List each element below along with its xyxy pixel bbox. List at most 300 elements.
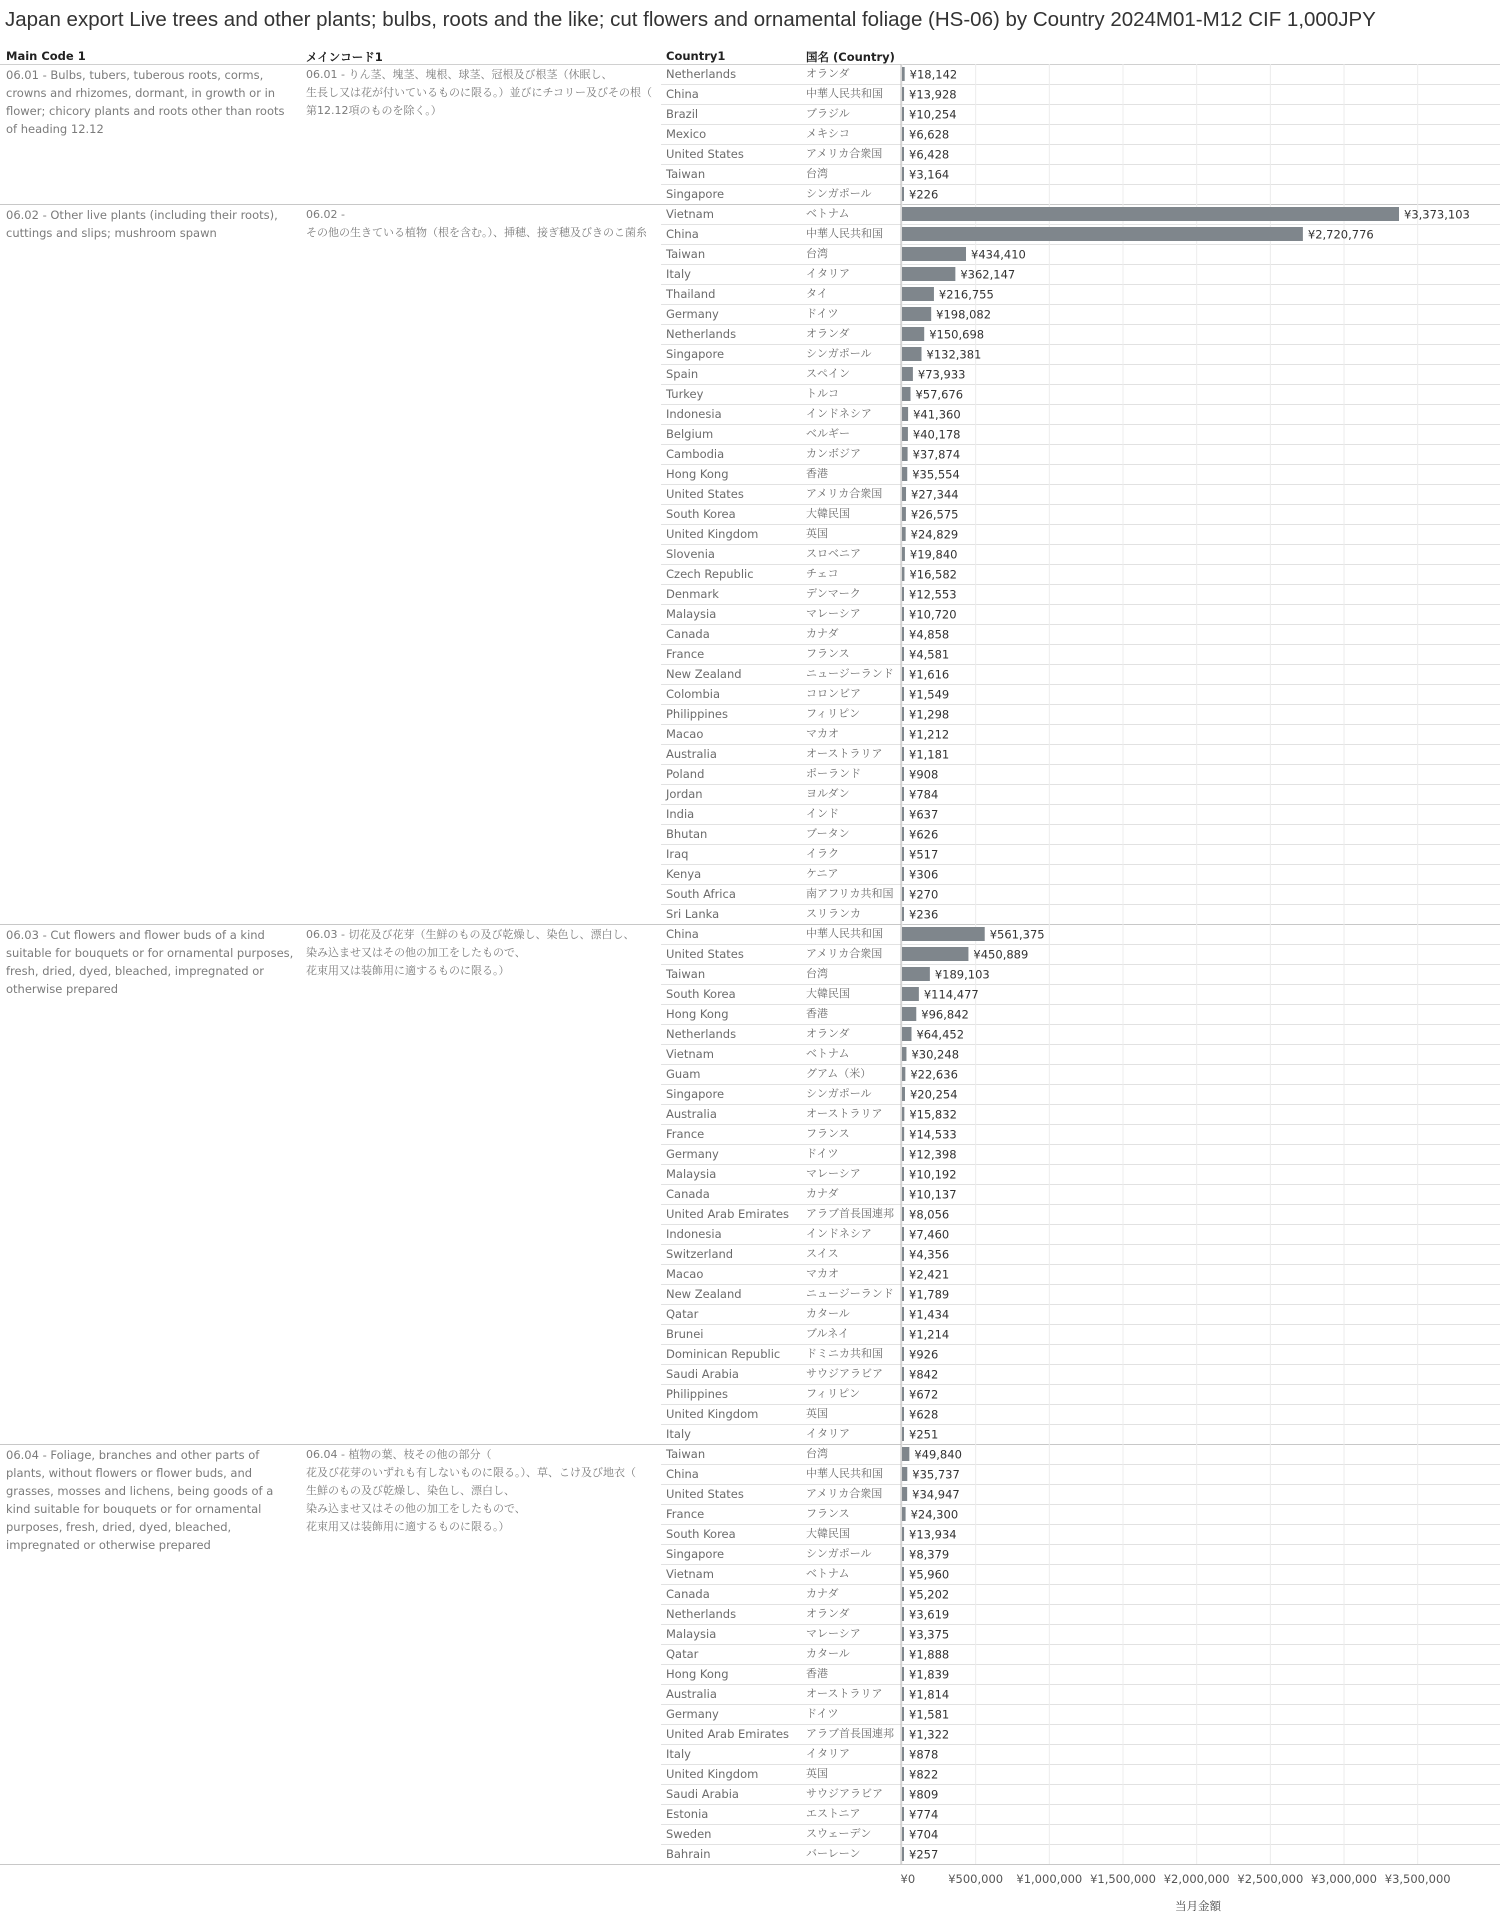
data-label: ¥4,858	[909, 627, 950, 642]
country-name: United Arab Emirates	[666, 1207, 790, 1221]
bar	[902, 567, 904, 581]
country-name-jp: 台湾	[806, 167, 828, 180]
data-label: ¥628	[909, 1407, 939, 1422]
bar	[902, 1307, 904, 1321]
data-label: ¥306	[909, 867, 939, 882]
data-label: ¥226	[909, 187, 939, 202]
data-label: ¥561,375	[989, 927, 1045, 942]
country-name: Bhutan	[666, 827, 708, 841]
data-label: ¥517	[909, 847, 939, 862]
country-name: Turkey	[666, 387, 704, 401]
country-name: Qatar	[666, 1647, 699, 1661]
country-name: France	[666, 647, 705, 661]
country-name: Brunei	[666, 1327, 704, 1341]
country-name-jp: ブータン	[806, 827, 850, 840]
country-name-jp: イタリア	[806, 267, 850, 280]
country-name-jp: シンガポール	[806, 1547, 872, 1560]
country-name-jp: アラブ首長国連邦	[806, 1727, 894, 1740]
country-name: Thailand	[666, 287, 716, 301]
country-name-jp: スイス	[806, 1247, 839, 1260]
country-name-jp: マカオ	[806, 727, 839, 740]
data-label: ¥40,178	[912, 427, 961, 442]
country-name-jp: スロベニア	[806, 547, 861, 560]
data-label: ¥13,934	[909, 1527, 957, 1542]
data-label: ¥15,832	[909, 1107, 957, 1122]
bar	[902, 387, 910, 401]
bar	[902, 447, 908, 461]
country-name: Taiwan	[666, 1447, 706, 1461]
bar	[902, 787, 904, 801]
x-tick-label: ¥0	[900, 1872, 916, 1886]
country-name-jp: グアム（米）	[806, 1067, 872, 1080]
country-name-jp: バーレーン	[806, 1847, 861, 1860]
data-label: ¥35,554	[912, 467, 960, 482]
bar	[902, 607, 904, 621]
bar	[902, 1027, 911, 1041]
data-label: ¥6,628	[909, 127, 950, 142]
country-name: Macao	[666, 727, 704, 741]
bar	[902, 1687, 904, 1701]
data-label: ¥257	[909, 1847, 939, 1862]
country-name-jp: アラブ首長国連邦	[806, 1207, 894, 1220]
bar	[902, 727, 904, 741]
bar	[902, 747, 904, 761]
header-main-code: Main Code 1	[6, 49, 86, 63]
data-label: ¥637	[909, 807, 939, 822]
country-name: Switzerland	[666, 1247, 734, 1261]
country-name-jp: オランダ	[806, 67, 850, 80]
country-name-jp: カナダ	[806, 1587, 839, 1600]
country-name: Italy	[666, 1427, 691, 1441]
country-name-jp: 中華人民共和国	[806, 1467, 883, 1480]
data-label: ¥704	[909, 1827, 939, 1842]
data-label: ¥12,553	[909, 587, 957, 602]
data-label: ¥434,410	[971, 247, 1026, 262]
data-label: ¥1,322	[909, 1727, 950, 1742]
bar	[902, 1187, 904, 1201]
country-name-jp: フィリピン	[806, 707, 861, 720]
bar	[902, 887, 904, 901]
country-name-jp: シンガポール	[806, 347, 872, 360]
country-name-jp: ケニア	[806, 867, 839, 880]
country-name: Poland	[666, 767, 705, 781]
header-country: Country1	[666, 49, 726, 63]
data-label: ¥24,300	[910, 1507, 959, 1522]
bar	[902, 1807, 904, 1821]
group-code-jp: 06.03 - 切花及び花芽（生鮮のもの及び乾燥し、染色し、漂白し、 染み込ませ又はその他の加工をしたもので、 花束用又は装飾用に適するものに限る。）	[306, 928, 635, 977]
country-name-jp: コロンビア	[806, 687, 861, 700]
data-label: ¥4,356	[909, 1247, 950, 1262]
bar	[902, 127, 904, 141]
country-name-jp: 中華人民共和国	[806, 927, 883, 940]
country-name-jp: カンボジア	[806, 447, 861, 460]
country-name: Kenya	[666, 867, 702, 881]
data-label: ¥3,164	[909, 167, 950, 182]
country-name: Malaysia	[666, 1627, 717, 1641]
country-name: Colombia	[666, 687, 721, 701]
bar	[902, 1527, 904, 1541]
data-label: ¥12,398	[909, 1147, 957, 1162]
bar	[902, 267, 955, 281]
country-name: New Zealand	[666, 667, 742, 681]
country-name: Italy	[666, 267, 691, 281]
country-name: Canada	[666, 1587, 710, 1601]
data-label: ¥19,840	[909, 547, 958, 562]
country-name: Bahrain	[666, 1847, 711, 1861]
bar	[902, 1007, 916, 1021]
bar	[902, 187, 904, 201]
country-name-jp: 台湾	[806, 1447, 828, 1460]
group-code-en: 06.03 - Cut flowers and flower buds of a kind suitable for bouquets or for ornamental purposes, fresh, dried, dyed, bleached, impregnated or otherwise prepared	[6, 928, 294, 996]
country-name-jp: スペイン	[806, 367, 850, 380]
country-name: Qatar	[666, 1307, 699, 1321]
bar	[902, 1167, 904, 1181]
data-label: ¥57,676	[915, 387, 964, 402]
country-name-jp: オーストラリア	[806, 747, 883, 760]
country-name: Estonia	[666, 1807, 709, 1821]
country-name: United Kingdom	[666, 527, 759, 541]
country-name: Hong Kong	[666, 1667, 729, 1681]
bar	[902, 227, 1303, 241]
country-name-jp: サウジアラビア	[806, 1367, 883, 1380]
group-code-jp: 06.04 - 植物の葉、枝その他の部分（ 花及び花芽のいずれも有しないものに限る。）、草、こけ及び地衣（ 生鮮のもの及び乾燥し、染色し、漂白し、 染み込ませ又はその他の加工をしたもので、 花束用又は装飾用に適するものに限る。）	[306, 1448, 636, 1533]
data-label: ¥30,248	[911, 1047, 960, 1062]
data-label: ¥150,698	[929, 327, 985, 342]
country-name: Netherlands	[666, 1027, 737, 1041]
country-name: South Korea	[666, 987, 736, 1001]
bar	[902, 247, 966, 261]
data-label: ¥37,874	[912, 447, 961, 462]
country-name: United States	[666, 487, 744, 501]
country-name: India	[666, 807, 695, 821]
bar	[902, 1107, 904, 1121]
country-name: Philippines	[666, 707, 728, 721]
country-name: Indonesia	[666, 407, 722, 421]
country-name-jp: 香港	[806, 1007, 828, 1020]
bar	[902, 687, 904, 701]
bar	[902, 87, 904, 101]
bar	[902, 1127, 904, 1141]
country-name: Taiwan	[666, 167, 706, 181]
bar	[902, 407, 908, 421]
data-label: ¥1,212	[909, 727, 950, 742]
data-label: ¥10,720	[909, 607, 957, 622]
country-name: Iraq	[666, 847, 689, 861]
country-name-jp: チェコ	[806, 567, 839, 580]
bar	[902, 1427, 904, 1441]
country-name-jp: 英国	[806, 1407, 828, 1420]
country-name: China	[666, 1467, 699, 1481]
data-label: ¥132,381	[926, 347, 982, 362]
country-name-jp: インドネシア	[806, 1227, 872, 1240]
country-name-jp: 大韓民国	[806, 1527, 850, 1540]
country-name-jp: 南アフリカ共和国	[806, 887, 894, 900]
country-name-jp: オランダ	[806, 1607, 850, 1620]
country-name-jp: デンマーク	[806, 587, 861, 600]
country-name-jp: フィリピン	[806, 1387, 861, 1400]
data-label: ¥14,533	[909, 1127, 957, 1142]
country-name: Vietnam	[666, 1047, 714, 1061]
country-name: Germany	[666, 1147, 719, 1161]
country-name: France	[666, 1507, 705, 1521]
data-label: ¥73,933	[917, 367, 966, 382]
country-name-jp: フランス	[806, 647, 850, 660]
data-label: ¥13,928	[909, 87, 957, 102]
country-name-jp: 台湾	[806, 247, 828, 260]
data-label: ¥114,477	[923, 987, 979, 1002]
data-label: ¥5,960	[909, 1567, 950, 1582]
country-name: Taiwan	[666, 967, 706, 981]
country-name-jp: 英国	[806, 1767, 828, 1780]
data-label: ¥1,616	[909, 667, 950, 682]
bar	[902, 1747, 904, 1761]
country-name-jp: オーストラリア	[806, 1687, 883, 1700]
country-name: Brazil	[666, 107, 699, 121]
x-tick-label: ¥3,500,000	[1384, 1872, 1451, 1886]
country-name: Philippines	[666, 1387, 728, 1401]
bar	[902, 1087, 905, 1101]
bar	[902, 1487, 907, 1501]
bar	[902, 1267, 904, 1281]
data-label: ¥8,056	[909, 1207, 950, 1222]
data-label: ¥8,379	[909, 1547, 950, 1562]
bar	[902, 667, 904, 681]
country-name: Vietnam	[666, 1567, 714, 1581]
country-name: Netherlands	[666, 327, 737, 341]
data-label: ¥26,575	[910, 507, 959, 522]
bar	[902, 1647, 904, 1661]
bar	[902, 1587, 904, 1601]
data-label: ¥908	[909, 767, 939, 782]
data-label: ¥1,888	[909, 1647, 950, 1662]
data-label: ¥270	[909, 887, 939, 902]
country-name: Belgium	[666, 427, 714, 441]
bar	[902, 847, 904, 861]
data-label: ¥842	[909, 1367, 939, 1382]
country-name-jp: ドイツ	[806, 307, 839, 320]
bar	[902, 767, 904, 781]
country-name-jp: アメリカ合衆国	[806, 1487, 883, 1500]
bar	[902, 1567, 904, 1581]
data-label: ¥24,829	[910, 527, 959, 542]
country-name: Australia	[666, 1107, 717, 1121]
country-name: Australia	[666, 747, 717, 761]
country-name: South Africa	[666, 887, 736, 901]
data-label: ¥216,755	[938, 287, 994, 302]
data-label: ¥878	[909, 1747, 939, 1762]
country-name-jp: ドイツ	[806, 1707, 839, 1720]
bar	[902, 1387, 904, 1401]
data-label: ¥1,181	[909, 747, 950, 762]
data-label: ¥10,137	[909, 1187, 957, 1202]
bar	[902, 1767, 904, 1781]
bar	[902, 1787, 904, 1801]
bar	[902, 107, 904, 121]
bar	[902, 1407, 904, 1421]
bar	[902, 1667, 904, 1681]
data-label: ¥1,549	[909, 687, 950, 702]
data-label: ¥41,360	[913, 407, 961, 422]
bar	[902, 287, 934, 301]
country-name-jp: アメリカ合衆国	[806, 947, 883, 960]
country-name: Guam	[666, 1067, 701, 1081]
country-name-jp: マカオ	[806, 1267, 839, 1280]
data-label: ¥35,737	[912, 1467, 960, 1482]
country-name-jp: ドミニカ共和国	[806, 1347, 883, 1360]
country-name-jp: スリランカ	[806, 907, 861, 920]
country-name: Singapore	[666, 187, 725, 201]
x-tick-label: ¥500,000	[948, 1872, 1004, 1886]
x-tick-label: ¥1,500,000	[1090, 1872, 1156, 1886]
country-name: United Arab Emirates	[666, 1727, 790, 1741]
country-name: United Kingdom	[666, 1407, 759, 1421]
data-label: ¥3,619	[909, 1607, 950, 1622]
header-country-jp: 国名 (Country)	[806, 50, 895, 64]
country-name: Germany	[666, 1707, 719, 1721]
bar	[902, 1287, 904, 1301]
data-label: ¥1,298	[909, 707, 950, 722]
country-name-jp: イタリア	[806, 1427, 850, 1440]
bar	[902, 527, 906, 541]
bar	[902, 1147, 904, 1161]
country-name-jp: ベトナム	[806, 207, 850, 220]
country-name: South Korea	[666, 507, 736, 521]
country-name: Czech Republic	[666, 567, 754, 581]
group-code-jp: 06.02 - その他の生きている植物（根を含む。）、挿穂、接ぎ穂及びきのこ菌糸	[306, 208, 647, 239]
country-name-jp: フランス	[806, 1507, 850, 1520]
data-label: ¥20,254	[909, 1087, 958, 1102]
bar	[902, 907, 904, 921]
country-name-jp: マレーシア	[806, 1167, 861, 1180]
country-name-jp: インドネシア	[806, 407, 872, 420]
data-label: ¥22,636	[910, 1067, 958, 1082]
country-name-jp: イタリア	[806, 1747, 850, 1760]
country-name-jp: オーストラリア	[806, 1107, 883, 1120]
country-name: China	[666, 927, 699, 941]
country-name: United States	[666, 147, 744, 161]
country-name: Sweden	[666, 1827, 712, 1841]
bar	[902, 1227, 904, 1241]
bar	[902, 1067, 905, 1081]
country-name: Canada	[666, 627, 710, 641]
bar	[902, 147, 904, 161]
bar	[902, 347, 922, 361]
country-name: Taiwan	[666, 247, 706, 261]
bar	[902, 1367, 904, 1381]
data-label: ¥626	[909, 827, 939, 842]
country-name-jp: シンガポール	[806, 1087, 872, 1100]
bar	[902, 367, 913, 381]
bar	[902, 507, 906, 521]
country-name-jp: 中華人民共和国	[806, 87, 883, 100]
country-name: Canada	[666, 1187, 710, 1201]
data-label: ¥926	[909, 1347, 939, 1362]
data-label: ¥198,082	[936, 307, 992, 322]
data-label: ¥27,344	[911, 487, 959, 502]
data-label: ¥49,840	[914, 1447, 962, 1462]
data-label: ¥16,582	[909, 567, 958, 582]
country-name-jp: エストニア	[806, 1807, 861, 1820]
country-name: Vietnam	[666, 207, 714, 221]
country-name-jp: カナダ	[806, 1187, 839, 1200]
data-label: ¥4,581	[909, 647, 950, 662]
country-name-jp: カタール	[806, 1307, 850, 1320]
bar	[902, 1827, 904, 1841]
country-name-jp: アメリカ合衆国	[806, 487, 883, 500]
country-name: Malaysia	[666, 607, 717, 621]
country-name-jp: インド	[806, 807, 839, 820]
country-name-jp: 台湾	[806, 967, 828, 980]
x-tick-label: ¥2,000,000	[1163, 1872, 1230, 1886]
country-name: Malaysia	[666, 1167, 717, 1181]
country-name: Germany	[666, 307, 719, 321]
bar	[902, 1047, 906, 1061]
country-name-jp: ニュージーランド	[806, 667, 894, 680]
bar	[902, 1607, 904, 1621]
bar	[902, 627, 904, 641]
group-code-en: 06.04 - Foliage, branches and other parts of plants, without flowers or flower buds, and grasses, mosses and lichens, being goods of a kind suitable for bouquets or for ornamental purposes, fresh, dried, dyed, bleached, impregnated or otherwise prepared	[6, 1448, 274, 1552]
country-name-jp: ベトナム	[806, 1047, 850, 1060]
country-name-jp: 香港	[806, 467, 828, 480]
bar	[902, 207, 1399, 221]
bar	[902, 467, 907, 481]
country-name: Macao	[666, 1267, 704, 1281]
data-label: ¥64,452	[916, 1027, 965, 1042]
bar	[902, 1327, 904, 1341]
data-label: ¥96,842	[921, 1007, 969, 1022]
country-name: South Korea	[666, 1527, 736, 1541]
bar	[902, 1207, 904, 1221]
data-label: ¥18,142	[909, 67, 958, 82]
country-name: Singapore	[666, 1087, 725, 1101]
bar	[902, 1547, 904, 1561]
country-name: Netherlands	[666, 1607, 737, 1621]
bar	[902, 67, 905, 81]
country-name: Dominican Republic	[666, 1347, 781, 1361]
bar	[902, 307, 931, 321]
data-label: ¥7,460	[909, 1227, 950, 1242]
bar	[902, 487, 906, 501]
country-name-jp: ヨルダン	[806, 787, 850, 800]
header-main-code-jp: メインコード1	[306, 50, 383, 64]
data-label: ¥2,421	[909, 1267, 950, 1282]
country-name-jp: メキシコ	[806, 127, 850, 140]
x-axis-label: 当月金額	[1175, 1899, 1221, 1913]
data-label: ¥189,103	[934, 967, 990, 982]
x-tick-label: ¥1,000,000	[1016, 1872, 1083, 1886]
country-name-jp: ニュージーランド	[806, 1287, 894, 1300]
country-name: Netherlands	[666, 67, 737, 81]
bar	[902, 427, 908, 441]
country-name-jp: タイ	[806, 287, 828, 300]
bar	[902, 647, 904, 661]
data-label: ¥1,214	[909, 1327, 950, 1342]
country-name-jp: ブラジル	[806, 107, 850, 120]
country-name-jp: 中華人民共和国	[806, 227, 883, 240]
country-name: Saudi Arabia	[666, 1787, 739, 1801]
data-label: ¥10,254	[909, 107, 957, 122]
data-label: ¥822	[909, 1767, 939, 1782]
country-name-jp: ドイツ	[806, 1147, 839, 1160]
group-code-en: 06.01 - Bulbs, tubers, tuberous roots, corms, crowns and rhizomes, dormant, in growth or in flower; chicory plants and roots other than roots of heading 12.12	[6, 68, 285, 136]
country-name: Australia	[666, 1687, 717, 1701]
data-label: ¥1,839	[909, 1667, 950, 1682]
data-label: ¥3,373,103	[1404, 207, 1470, 222]
bar	[902, 327, 924, 341]
country-name: Slovenia	[666, 547, 715, 561]
data-label: ¥3,375	[909, 1627, 950, 1642]
data-label: ¥34,947	[912, 1487, 960, 1502]
